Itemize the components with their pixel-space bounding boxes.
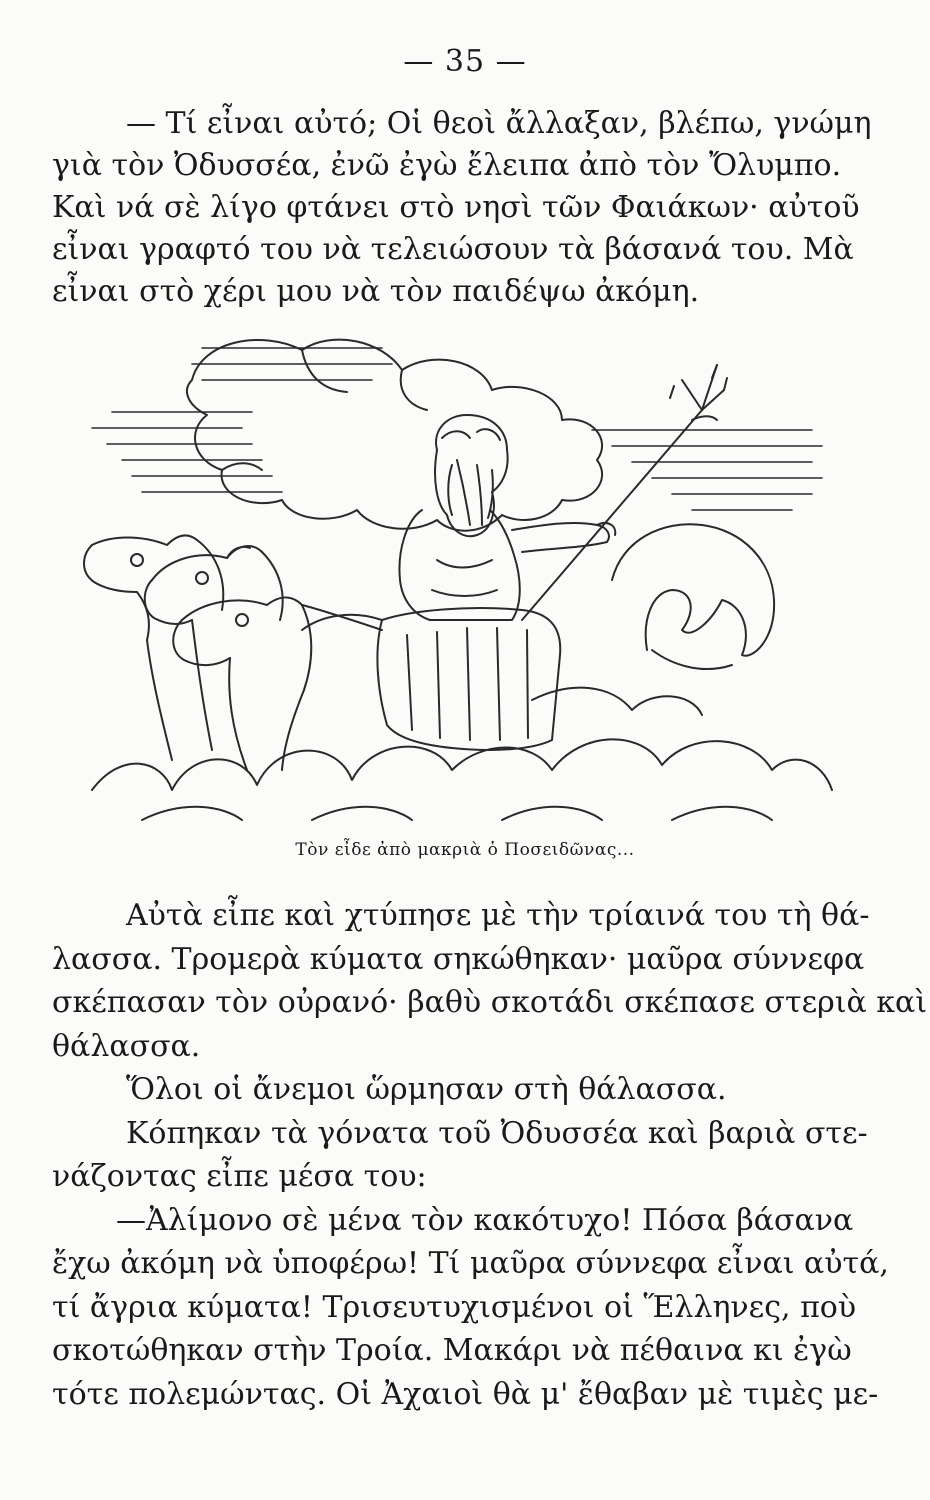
sky-lines bbox=[92, 348, 822, 510]
text-line: ἔχω ἀκόμη νὰ ὑποφέρω! Τί μαῦρα σύννεφα εἶναι αὐτά, bbox=[52, 1246, 889, 1281]
horse-shape bbox=[173, 598, 311, 771]
wave-shape bbox=[612, 524, 774, 656]
text-line: τότε πολεμώντας. Οἱ Ἀχαιοὶ θὰ μ' ἔθαβαν μὲ τιμὲς με- bbox=[52, 1376, 879, 1412]
top-paragraph bbox=[52, 103, 872, 313]
bottom-paragraphs bbox=[52, 894, 928, 1416]
text-line: σκέπασαν τὸν οὐρανό· βαθὺ σκοτάδι σκέπασε στεριὰ καὶ bbox=[52, 985, 928, 1020]
horse-shape bbox=[84, 535, 223, 760]
wave-shape bbox=[92, 739, 832, 790]
text-line: νάζοντας εἶπε μέσα του: bbox=[52, 1159, 427, 1194]
poseidon-illustration bbox=[52, 320, 842, 830]
text-line: θάλασσα. bbox=[52, 1028, 201, 1064]
page-number: — 35 — bbox=[403, 44, 527, 79]
cloud-shape bbox=[187, 340, 602, 531]
horse-shape bbox=[145, 546, 283, 750]
text-line: Ὅλοι οἱ ἄνεμοι ὥρμησαν στὴ θάλασσα. bbox=[126, 1072, 727, 1107]
text-line: εἶναι γραφτό του νὰ τελειώσουν τὰ βάσανά του. Μὰ bbox=[52, 232, 854, 267]
text-line: Κόπηκαν τὰ γόνατα τοῦ Ὀδυσσέα καὶ βαριὰ στε- bbox=[126, 1115, 868, 1151]
text-line: τί ἄγρια κύματα! Τρισευτυχισμένοι οἱ Ἕλληνες, ποὺ bbox=[52, 1289, 857, 1325]
text-line: —Ἀλίμονο σὲ μένα τὸν κακότυχο! Πόσα βάσανα bbox=[116, 1202, 854, 1238]
trident-shape bbox=[522, 365, 727, 620]
text-line: γιὰ τὸν Ὀδυσσέα, ἐνῶ ἐγὼ ἔλειπα ἀπὸ τὸν Ὄλυμπο. bbox=[52, 148, 842, 183]
text-line: Καὶ νά σὲ λίγο φτάνει στὸ νησὶ τῶν Φαιάκων· αὐτοῦ bbox=[52, 190, 860, 225]
text-line: λασσα. Τρομερὰ κύματα σηκώθηκαν· μαῦρα σύννεφα bbox=[52, 941, 865, 977]
text-line: σκοτώθηκαν στὴν Τροία. Μακάρι νὰ πέθαινα κι ἐγὼ bbox=[52, 1333, 852, 1368]
illustration-caption: Τὸν εἶδε ἀπὸ μακριὰ ὁ Ποσειδῶνας... bbox=[295, 840, 635, 860]
text-line: Αὐτὰ εἶπε καὶ χτύπησε μὲ τὴν τρίαινά του τὴ θά- bbox=[126, 898, 870, 933]
text-line: εἶναι στὸ χέρι μου νὰ τὸν παιδέψω ἀκόμη. bbox=[52, 274, 700, 309]
text-line: — Τί εἶναι αὐτό; Οἱ θεοὶ ἄλλαξαν, βλέπω, γνώμη bbox=[126, 106, 872, 141]
